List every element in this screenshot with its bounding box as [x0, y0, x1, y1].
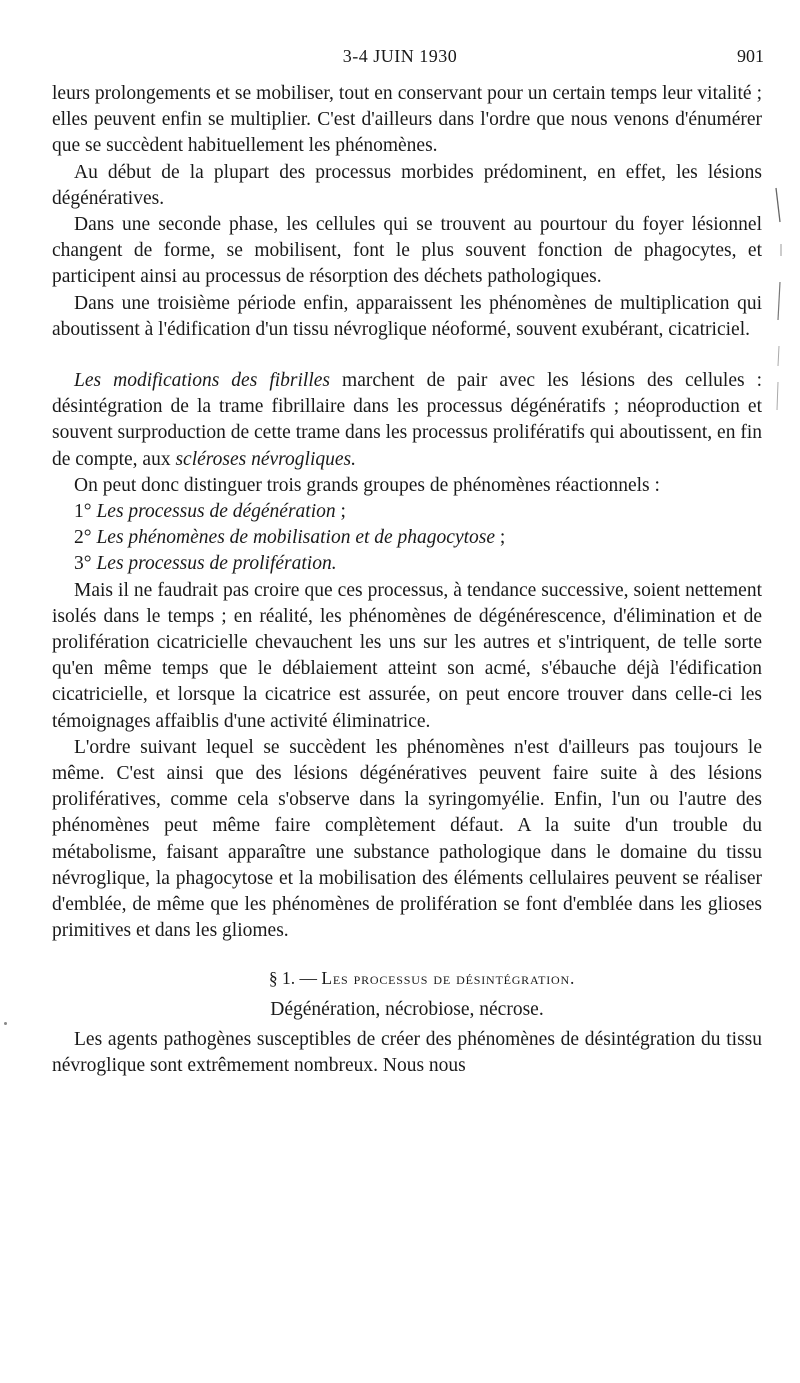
list-item-text: Les processus de dégénération: [96, 501, 336, 523]
list-item-number: 3°: [74, 553, 92, 575]
list-item-text: Les phénomènes de mobilisation et de phagocytose: [96, 527, 496, 549]
margin-scan-marks: [772, 186, 786, 416]
body-text: [52, 81, 762, 1079]
list-item: [52, 499, 762, 525]
phenomena-list: [52, 499, 762, 578]
paragraph-8: L'ordre suivant lequel se succèdent les phénomènes n'est d'ailleurs pas toujours le même. C'est ainsi que des lésions dégénératives peuvent faire suite à des lésions prolifératives, comme cela s'observe dans la syringomyélie. Enfin, l'un ou l'autre des phénomènes peut même faire complètement défaut. A la suite d'un trouble du métabolisme, faisant apparaître une substance pathologique dans le domaine du tissu névroglique, la phagocytose et la mobilisation des éléments cellulaires peuvent se réaliser d'emblée, de même que les phénomènes de prolifération se font d'emblée dans les glioses primitives et dans les gliomes.: [52, 736, 762, 942]
paragraph-3: Dans une seconde phase, les cellules qui se trouvent au pourtour du foyer lésionnel changent de forme, se mobilisent, font le plus souvent fonction de phagocytes, et participent ainsi au processus de résorption des déchets pathologiques.: [52, 214, 762, 288]
scan-speck: [4, 1022, 7, 1025]
paragraph-gap: [52, 343, 762, 368]
paragraph-6: On peut donc distinguer trois grands groupes de phénomènes réactionnels :: [74, 474, 660, 496]
section-heading: [52, 965, 762, 991]
list-item-number: 1°: [74, 501, 92, 523]
list-item-number: 2°: [74, 527, 92, 549]
paragraph-4: Dans une troisième période enfin, apparaissent les phénomènes de multiplication qui aboutissent à l'édification d'un tissu névroglique néoformé, souvent exubérant, cicatriciel.: [52, 292, 762, 340]
italic-phrase-fibrilles: Les modifications des fibrilles: [74, 370, 330, 392]
list-item: [52, 525, 762, 551]
list-item: [52, 551, 762, 577]
paragraph-1: leurs prolongements et se mobiliser, tout en conservant pour un certain temps leur vitalité ; elles peuvent enfin se multiplier. C'est d'ailleurs dans l'ordre que nous venons d'énumérer que se succèdent habituellement les phénomènes.: [52, 83, 762, 157]
running-header: [0, 46, 800, 70]
paragraph-2: Au début de la plupart des processus morbides prédominent, en effet, les lésions dégénératives.: [52, 161, 762, 209]
running-title: 3-4 JUIN 1930: [342, 46, 458, 66]
paragraph-7: Mais il ne faudrait pas croire que ces processus, à tendance successive, soient nettement isolés dans le temps ; en réalité, les phénomènes de dégénérescence, d'élimination et de prolifération cicatricielle chevauchent les uns sur les autres et s'intriquent, de telle sorte qu'en même temps que le déblaiement atteint son acmé, s'ébauche déjà l'édification cicatricielle, et lorsque la cicatrice est assurée, on peut encore trouver dans celle-ci les témoignages affaiblis d'une activité éliminatrice.: [52, 579, 762, 732]
paragraph-5-text: marchent de pair avec les lésions des cellules : désintégration de la trame fibrillaire dans les processus dégénératifs ; néoproduction et souvent surproduction de cette trame dans les processus prolifératifs qui aboutissent, en fin de compte, aux: [52, 370, 763, 470]
section-number: § 1. —: [268, 967, 322, 988]
section-title: Les processus de désintégration.: [321, 967, 576, 988]
list-item-punct: ;: [495, 527, 506, 549]
list-item-text: Les processus de prolifération.: [96, 553, 337, 575]
italic-phrase-scleroses: scléroses névrogliques.: [175, 448, 356, 470]
paragraph-5: [52, 368, 762, 473]
page-number: 901: [737, 46, 764, 66]
paragraph-9: Les agents pathogènes susceptibles de créer des phénomènes de désintégration du tissu névroglique sont extrêmement nombreux. Nous nous: [52, 1028, 762, 1077]
subsection-heading: Dégénération, nécrobiose, nécrose.: [270, 998, 544, 1020]
list-item-punct: ;: [335, 501, 346, 523]
